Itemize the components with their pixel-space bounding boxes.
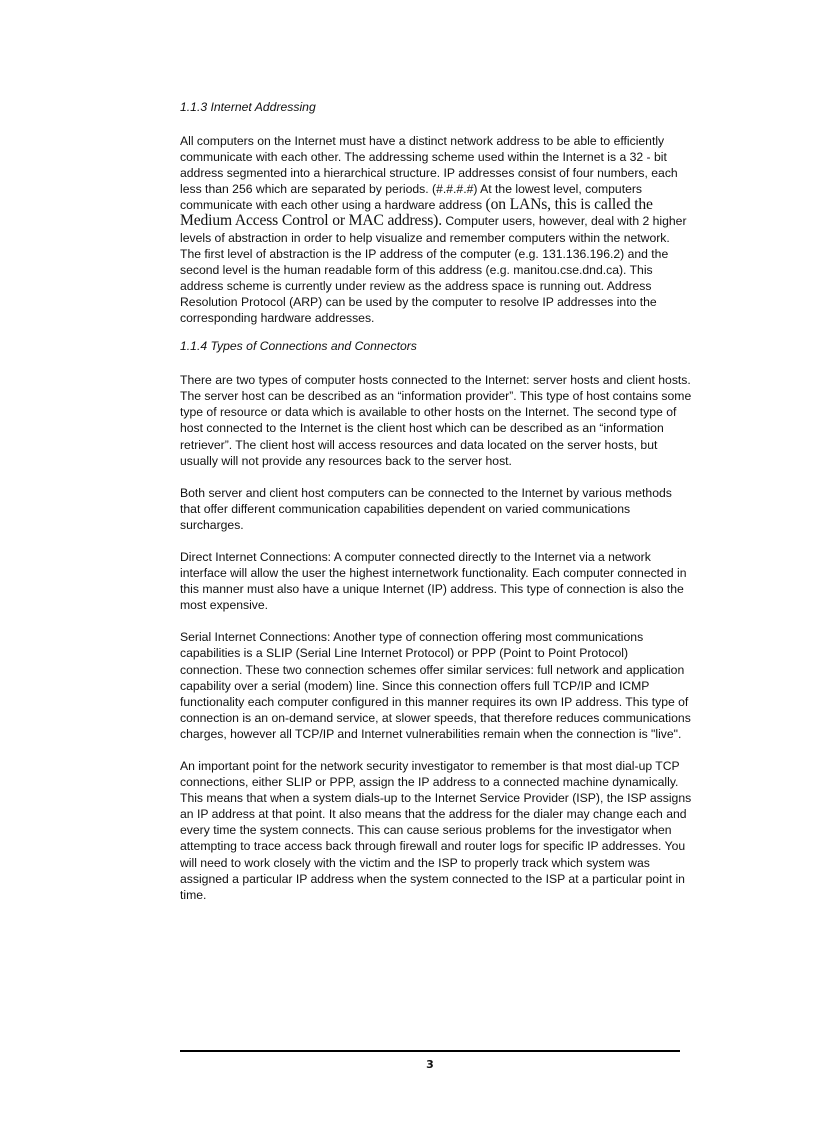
- section-heading-internet-addressing: 1.1.3 Internet Addressing: [180, 100, 316, 114]
- footer-divider: [180, 1050, 680, 1052]
- page-number: 3: [426, 1058, 434, 1071]
- paragraph-dynamic-ip-note: An important point for the network security investigator to remember is that most dial-up TCP connections, either SLIP or PPP, assign the IP address to a connected machine dynamically. This means that when a system dials-up to the Internet Service Provider (ISP), the ISP assigns an IP address at that point. It also means that the address for the dialer may change each and every time the system connects. This can cause serious problems for the investigator when attempting to trace access back through firewall and router logs for specific IP addresses. You will need to work closely with the victim and the ISP to properly track which system was assigned a particular IP address when the system connected to the ISP at a particular point in time.: [180, 759, 692, 902]
- paragraph-text-end: Computer users, however, deal with 2 higher levels of abstraction in order to help visualize and remember computers within the network. The first level of abstraction is the IP address of the computer (e.g. 131.136.196.2) and the second level is the human readable form of this address (e.g. manitou.cse.dnd.ca). This address scheme is currently under review as the address space is running out. Address Resolution Protocol (ARP) can be used by the computer to resolve IP addresses into the corresponding hardware addresses.: [180, 214, 687, 326]
- section-heading-connections: 1.1.4 Types of Connections and Connectors: [180, 339, 417, 354]
- paragraph-serial-connections: Serial Internet Connections: Another type of connection offering most communications capabilities is a SLIP (Serial Line Internet Protocol) or PPP (Point to Point Protocol) connection. These two connection schemes offer similar services: full network and application capability over a serial (modem) line. Since this connection offers full TCP/IP and ICMP functionality each computer configured in this manner requires its own IP address. This type of connection is an on-demand service, at slower speeds, that therefore reduces communications charges, however all TCP/IP and Internet vulnerabilities remain when the connection is "live".: [180, 630, 691, 741]
- paragraph-direct-connections: Direct Internet Connections: A computer connected directly to the Internet via a network interface will allow the user the highest internetwork functionality. Each computer connected in this manner must also have a unique Internet (IP) address. This type of connection is also the most expensive.: [180, 549, 687, 613]
- paragraph-host-types: There are two types of computer hosts connected to the Internet: server hosts and client hosts. The server host can be described as an “information provider”. This type of host contains some type of resource or data which is available to other hosts on the Internet. The second type of host connected to the Internet is the client host which can be described as an “information retriever”. The client host will access resources and data located on the server hosts, but usually will not provide any resources back to the server host.: [180, 373, 692, 468]
- paragraph-connection-methods: Both server and client host computers can be connected to the Internet by various methods that offer different communication capabilities dependent on varied communications surcharges.: [180, 485, 672, 532]
- paragraph-text-mac-note: (on LANs, this is called the Medium Access Control or MAC address).: [180, 196, 653, 230]
- document-page: [180, 99, 692, 919]
- paragraph-text-start: All computers on the Internet must have a distinct network address to be able to efficiently communicate with each other. The addressing scheme used within the Internet is a 32 - bit address segmented into a hierarchical structure. IP addresses consist of four numbers, each less than 256 which are separated by periods. (#.#.#.#) At the lowest level, computers communicate with each other using a hardware address: [180, 134, 678, 213]
- paragraph-internet-addressing: [180, 133, 692, 326]
